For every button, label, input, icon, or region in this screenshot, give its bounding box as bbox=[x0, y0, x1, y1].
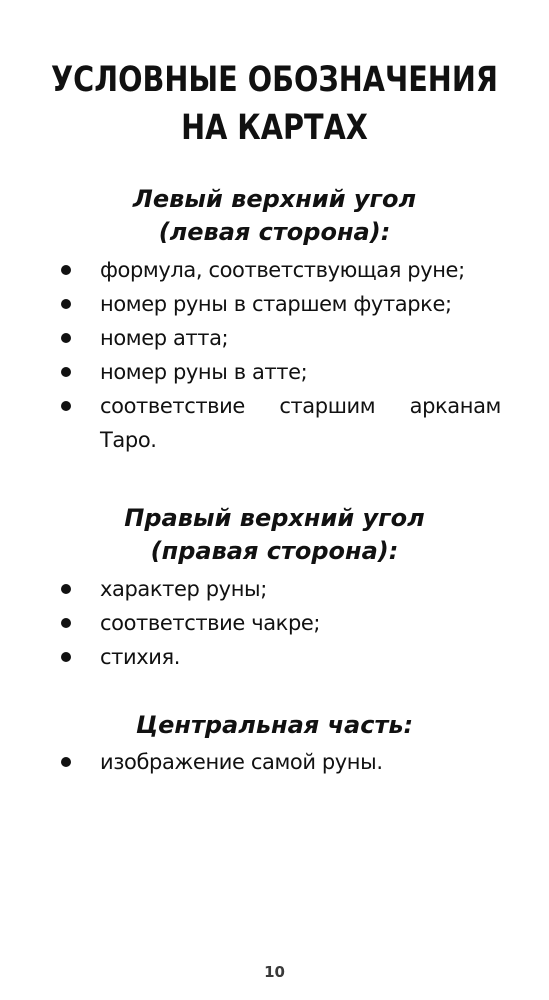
list-item: номер атта; bbox=[0, 321, 549, 355]
list-item: стихия. bbox=[0, 640, 549, 674]
bullet-dot-icon bbox=[61, 757, 71, 767]
section-heading-line-2: (левая сторона): bbox=[158, 218, 391, 246]
section-heading-line-1: Центральная часть: bbox=[135, 711, 414, 739]
top-left-legend-list bbox=[0, 253, 549, 457]
list-item: изображение самой руны. bbox=[0, 745, 549, 779]
bullet-dot-icon bbox=[61, 367, 71, 377]
page-number: 10 bbox=[264, 963, 285, 981]
list-item: соответствие чакре; bbox=[0, 606, 549, 640]
section-heading-line-1: Левый верхний угол bbox=[132, 185, 417, 213]
section-heading-line-1: Правый верхний угол bbox=[124, 504, 425, 532]
bullet-dot-icon bbox=[61, 401, 71, 411]
bullet-dot-icon bbox=[61, 618, 71, 628]
bullet-dot-icon bbox=[61, 652, 71, 662]
bullet-dot-icon bbox=[61, 265, 71, 275]
list-item: соответствие старшим арканам Таро. bbox=[0, 389, 549, 457]
center-legend-list bbox=[0, 745, 549, 779]
section-heading-top-right bbox=[0, 502, 549, 568]
page-title bbox=[49, 56, 499, 152]
list-item: номер руны в атте; bbox=[0, 355, 549, 389]
list-item: характер руны; bbox=[0, 572, 549, 606]
bullet-dot-icon bbox=[61, 333, 71, 343]
page-title-line-2: НА КАРТАХ bbox=[181, 108, 368, 148]
top-right-legend-list bbox=[0, 572, 549, 674]
section-heading-line-2: (правая сторона): bbox=[150, 537, 399, 565]
list-item: формула, соответствующая руне; bbox=[0, 253, 549, 287]
section-heading-top-left bbox=[0, 183, 549, 249]
list-item: номер руны в старшем футарке; bbox=[0, 287, 549, 321]
bullet-dot-icon bbox=[61, 299, 71, 309]
section-heading-center bbox=[0, 709, 549, 742]
page-title-line-1: УСЛОВНЫЕ ОБОЗНАЧЕНИЯ bbox=[51, 60, 498, 100]
bullet-dot-icon bbox=[61, 584, 71, 594]
